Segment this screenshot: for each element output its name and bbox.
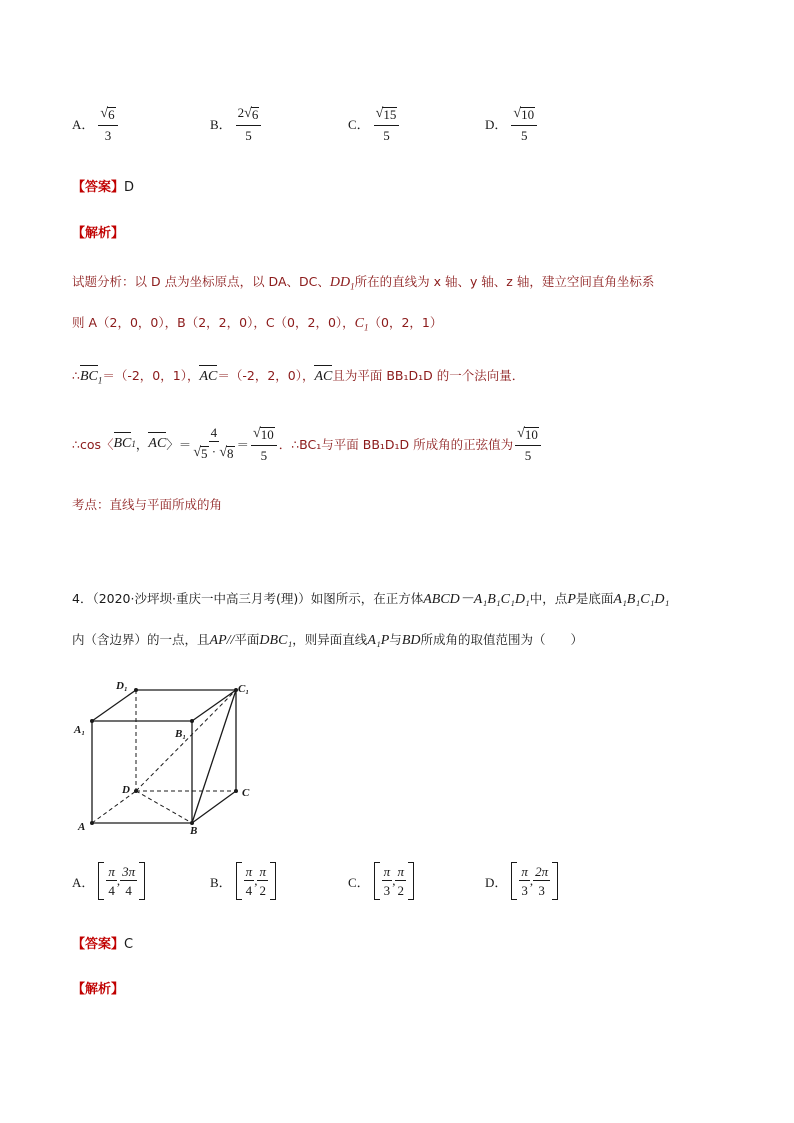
analysis-line-2: 则 A（2，0，0），B（2，2，0），C（0，2，0），$C_1(0$，2，1） — [72, 315, 443, 333]
label-a: A — [78, 821, 86, 833]
q4-option-d: D． $\frac{\pi}{3}$ , $\frac{2\pi}{3}$ — [485, 862, 558, 900]
option-label: B． — [210, 874, 232, 890]
cube-figure — [70, 675, 270, 835]
label-c1: C₁ — [238, 683, 250, 695]
option-label: D． — [485, 117, 508, 133]
answer-value: C — [124, 937, 134, 952]
analysis-tag-4: 【解析】 — [72, 982, 125, 997]
question-4-line-2: 内（含边界）的一点，且AP//平面DBC₁，则异面直线A₁P与BD所成角的取值范围为（ ） — [72, 632, 583, 648]
option-fraction: √ 10 5 — [511, 106, 537, 142]
q3-option-d — [485, 106, 537, 142]
answer-tag: 【答案】 — [72, 937, 125, 952]
analysis-line-3: $\therefore BC_1=(-2$，0，1），AC＝（-2，2，0），AC且为平面 BB₁D₁D 的一个法向量． — [72, 368, 525, 386]
label-d: D — [122, 784, 130, 796]
option-label: C． — [348, 874, 370, 890]
answer-3 — [72, 176, 134, 195]
q4-option-b: B． $\frac{\pi}{4}$ , $\frac{\pi}{2}$ — [210, 862, 276, 900]
option-label: A． — [72, 117, 95, 133]
label-d1: D₁ — [116, 680, 128, 692]
q3-option-b — [210, 106, 261, 142]
question-4-line-1: 4．（2020·沙坪坝·重庆一中高三月考(理)）如图所示，在正方体ABCD－A₁B₁C₁D₁中，点P是底面A₁B₁C₁D₁ — [72, 591, 670, 607]
label-a1: A₁ — [74, 724, 86, 736]
q3-options — [72, 106, 572, 150]
q4-option-c: C． $\frac{\pi}{3}$ , $\frac{\pi}{2}$ — [348, 862, 414, 900]
option-label: B． — [210, 117, 232, 133]
label-b1: B₁ — [175, 728, 187, 740]
answer-4 — [72, 933, 133, 952]
option-label: A． — [72, 874, 95, 890]
analysis-line-1: 试题分析：以 D 点为坐标原点，以 DA、DC、$DD_1$所在的直线为 x 轴、y 轴、z 轴，建立空间直角坐标系 — [72, 274, 655, 292]
label-b: B — [190, 825, 198, 835]
q3-option-c — [348, 106, 399, 142]
answer-value: D — [124, 180, 135, 195]
option-fraction: √ 15 5 — [374, 106, 400, 142]
sine-fraction: √ 10 5 — [515, 426, 541, 462]
kaodian-3: 考点：直线与平面所成的角 — [72, 497, 223, 512]
analysis-tag-3: 【解析】 — [72, 226, 125, 241]
q4-options — [72, 862, 592, 906]
q3-option-a — [72, 106, 118, 142]
answer-tag: 【答案】 — [72, 180, 125, 195]
label-c: C — [242, 787, 250, 799]
option-fraction: √ 6 3 — [98, 106, 117, 142]
option-label: D． — [485, 874, 508, 890]
analysis-line-4: ∴cos〈 BC 1 ， AC 〉＝ 4 √ 5 · √ 8 ＝ √ 10 5 ．∴BC₁与平面 BB₁D₁D 所成角的正弦值为 √ 10 5 — [72, 422, 541, 466]
cos-fraction: 4 √ 5 · √ 8 — [193, 425, 234, 462]
q4-option-a: A． $\frac{\pi}{4}$ , $\frac{3\pi}{4}$ — [72, 862, 145, 900]
option-fraction: 2 √ 6 5 — [236, 106, 262, 142]
result-fraction: √ 10 5 — [251, 426, 277, 462]
option-label: C． — [348, 117, 370, 133]
